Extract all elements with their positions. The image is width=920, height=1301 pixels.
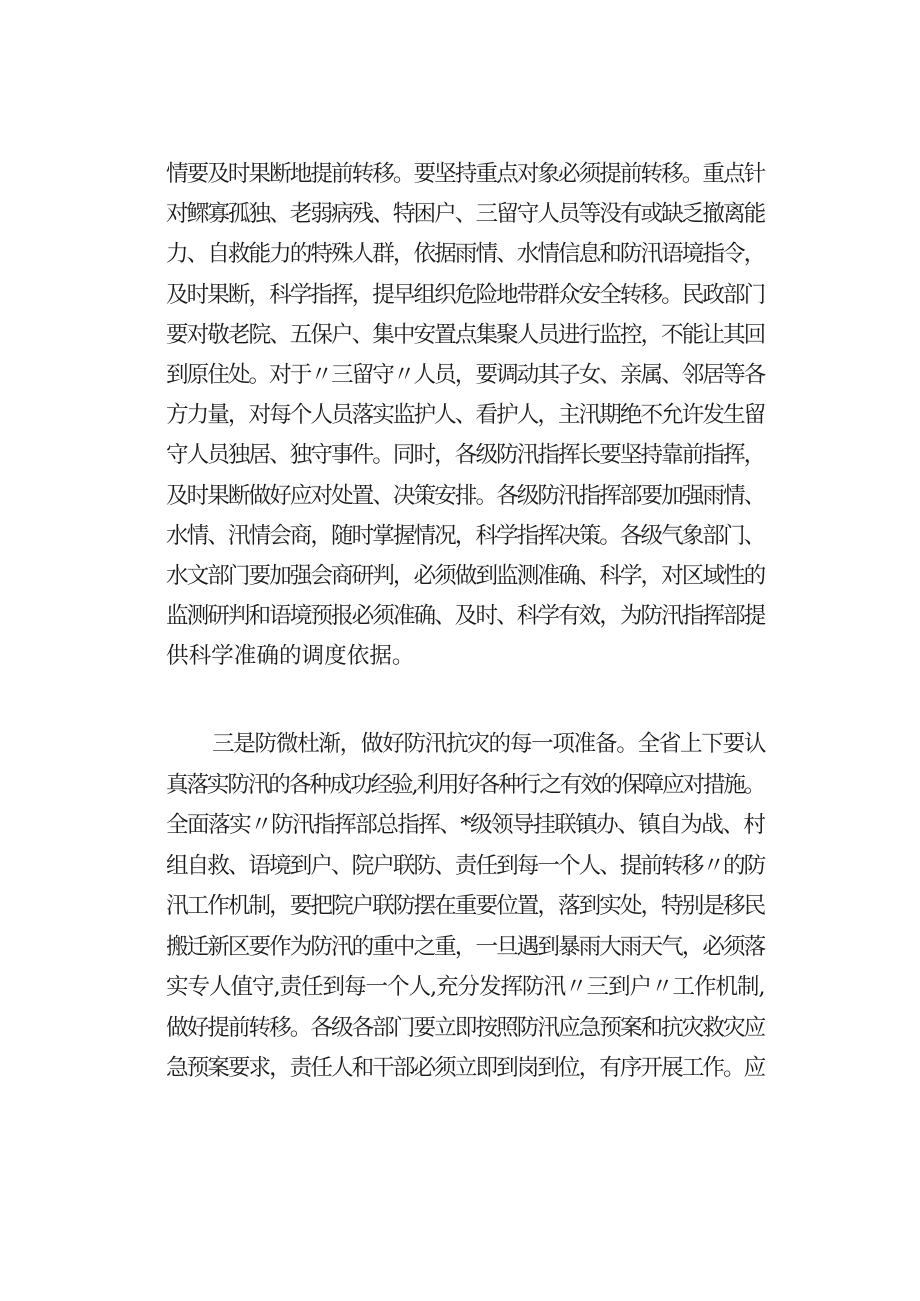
- paragraph-1-line: 到原住处。对于〃三留守〃人员，要调动其子女、亲属、邻居等各: [166, 362, 765, 388]
- paragraph-2-line: 真落实防汛的各种成功经验,利用好各种行之有效的保障应对措施。: [166, 771, 765, 798]
- paragraph-1-line: 要对敬老院、五保户、集中安置点集聚人员进行监控，不能让其回: [166, 321, 765, 348]
- paragraph-2-line: 做好提前转移。各级各部门要立即按照防汛应急预案和抗灾救灾应: [166, 1014, 765, 1041]
- paragraph-1-line: 方力量，对每个人员落实监护人、看护人，主汛期绝不允许发生留: [166, 402, 765, 429]
- paragraph-1-line: 对鳏寡孤独、老弱病残、特困户、三留守人员等没有或缺乏撤离能: [166, 201, 765, 228]
- paragraph-1-line: 守人员独居、独守事件。同时，各级防汛指挥长要坚持靠前指挥，: [166, 442, 765, 469]
- paragraph-2-line: 搬迁新区要作为防汛的重中之重，一旦遇到暴雨大雨天气，必须落: [166, 933, 765, 960]
- paragraph-1-line: 水文部门要加强会商研判，必须做到监测准确、科学，对区域性的: [166, 563, 765, 589]
- paragraph-2-line: 三是防微杜渐，做好防汛抗灾的每一项准备。全省上下要认: [212, 731, 766, 757]
- paragraph-2-line: 急预案要求，责任人和干部必须立即到岗到位，有序开展工作。应: [166, 1055, 765, 1081]
- paragraph-1-line: 供科学准确的调度依据。: [166, 643, 415, 670]
- paragraph-1-line: 及时果断做好应对处置、决策安排。各级防汛指挥部要加强雨情、: [166, 482, 765, 509]
- paragraph-1-line: 监测研判和语境预报必须准确、及时、科学有效，为防汛指挥部提: [166, 603, 765, 630]
- paragraph-1-line: 情要及时果断地提前转移。要坚持重点对象必须提前转移。重点针: [166, 161, 765, 187]
- paragraph-1-line: 及时果断，科学指挥，提早组织危险地带群众安全转移。民政部门: [166, 281, 765, 308]
- paragraph-1-line: 水情、汛情会商，随时掌握情况，科学指挥决策。各级气象部门、: [166, 522, 765, 549]
- paragraph-1-line: 力、自救能力的特殊人群，依据雨情、水情信息和防汛语境指令，: [166, 241, 765, 268]
- paragraph-2-line: 组自救、语境到户、院户联防、责任到每一个人、提前转移〃的防: [166, 852, 765, 879]
- paragraph-2-line: 全面落实〃防汛指挥部总指挥、*级领导挂联镇办、镇自为战、村: [166, 812, 765, 838]
- paragraph-2-line: 实专人值守,责任到每一个人,充分发挥防汛〃三到户〃工作机制,: [166, 974, 765, 1000]
- paragraph-2-line: 汛工作机制，要把院户联防摆在重要位置，落到实处，特别是移民: [166, 893, 765, 919]
